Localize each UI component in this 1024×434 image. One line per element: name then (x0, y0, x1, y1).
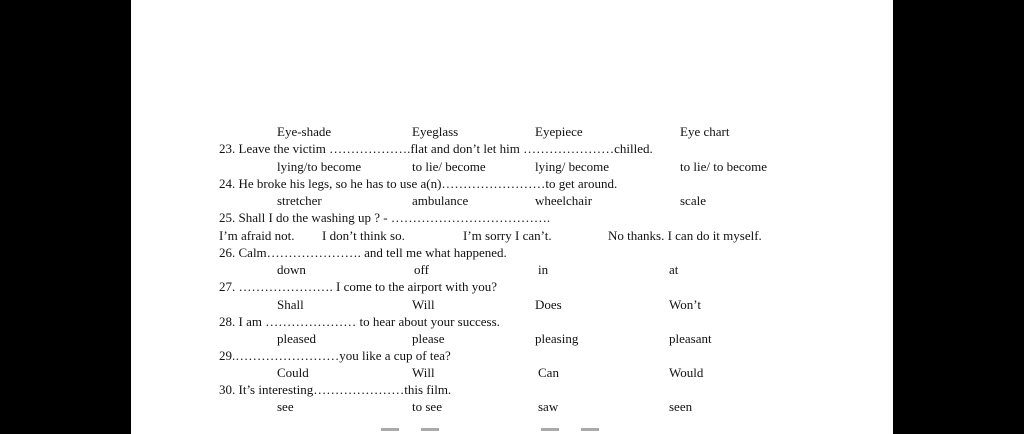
option-b: Will (412, 365, 435, 380)
option-d: Would (669, 365, 704, 380)
option-b: to lie/ become (412, 159, 486, 174)
option-a: I’m afraid not. (219, 228, 295, 243)
option-c: I’m sorry I can’t. (463, 228, 552, 243)
option-a: down (277, 262, 306, 277)
question-30: 30. It’s interesting…………………this film. (219, 382, 452, 397)
question-25: 25. Shall I do the washing up ? - ………………………………. (219, 210, 551, 225)
option-c: in (538, 262, 549, 277)
option-c: Does (535, 297, 562, 312)
option-c: saw (538, 399, 559, 414)
option-b: off (414, 262, 429, 277)
option-a: stretcher (277, 193, 322, 208)
option-c: Eyepiece (535, 124, 583, 139)
question-23: 23. Leave the victim ……………….flat and don’t let him …………………chilled. (219, 141, 653, 156)
option-c: lying/ become (535, 159, 610, 174)
question-28: 28. I am ………………… to hear about your success. (219, 314, 500, 329)
option-d: Won’t (669, 297, 701, 312)
option-a: Could (277, 365, 309, 380)
cut-off-line (381, 428, 681, 434)
option-b: ambulance (412, 193, 469, 208)
worksheet-page (131, 0, 893, 434)
option-a: Shall (277, 297, 304, 312)
question-27: 27. …………………. I come to the airport with you? (219, 279, 498, 294)
option-d: pleasant (669, 331, 712, 346)
option-b: Eyeglass (412, 124, 459, 139)
option-a: Eye-shade (277, 124, 332, 139)
option-a: lying/to become (277, 159, 362, 174)
option-d: to lie/ to become (680, 159, 768, 174)
option-a: pleased (277, 331, 316, 346)
option-d: No thanks. I can do it myself. (608, 228, 762, 243)
option-c: wheelchair (535, 193, 593, 208)
option-d: Eye chart (680, 124, 730, 139)
option-d: at (669, 262, 679, 277)
option-b: Will (412, 297, 435, 312)
option-b: please (412, 331, 445, 346)
question-29: 29.……………………you like a cup of tea? (219, 348, 451, 363)
option-d: seen (669, 399, 693, 414)
option-a: see (277, 399, 294, 414)
option-b: to see (412, 399, 442, 414)
option-d: scale (680, 193, 706, 208)
option-b: I don’t think so. (322, 228, 405, 243)
question-24: 24. He broke his legs, so he has to use a(n)……………………to get around. (219, 176, 618, 191)
option-c: pleasing (535, 331, 579, 346)
question-26: 26. Calm…………………. and tell me what happened. (219, 245, 507, 260)
option-c: Can (538, 365, 559, 380)
